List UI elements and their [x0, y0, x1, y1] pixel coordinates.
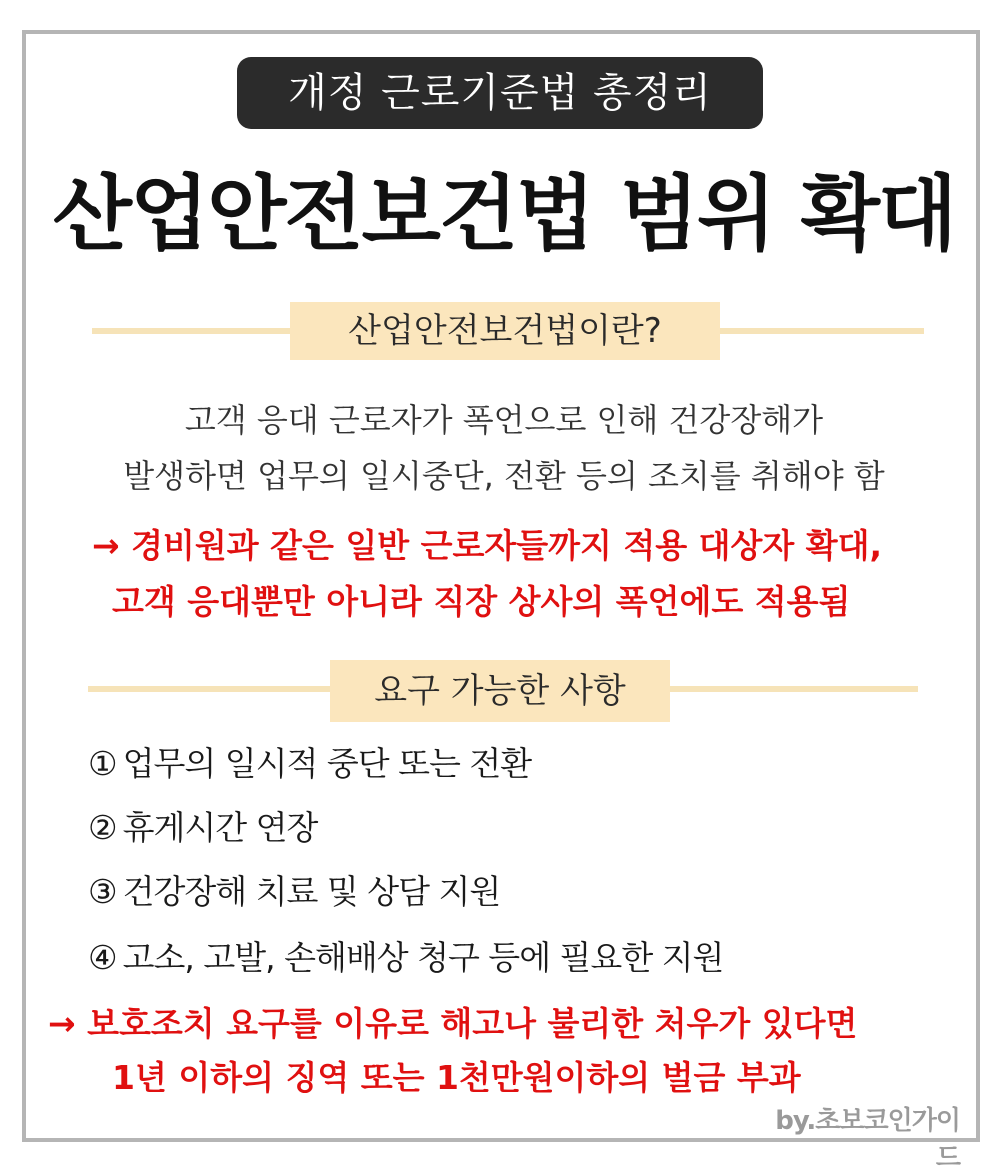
item-text: 고소, 고발, 손해배상 청구 등에 필요한 지원	[122, 938, 724, 977]
section2-rule-left	[88, 686, 336, 692]
section1-label: 산업안전보건법이란?	[290, 302, 720, 360]
item-number: ③	[88, 872, 117, 911]
list-item	[88, 936, 723, 980]
section2-highlight-line-2: 1년 이하의 징역 또는 1천만원이하의 벌금 부과	[112, 1058, 801, 1097]
section2-rule-right	[666, 686, 918, 692]
item-text: 업무의 일시적 중단 또는 전환	[122, 744, 532, 783]
page-title: 산업안전보건법 범위 확대	[52, 167, 956, 262]
section2-label: 요구 가능한 사항	[330, 660, 670, 722]
section1-body-line-1: 고객 응대 근로자가 폭언으로 인해 건강장해가	[184, 401, 824, 439]
credit-text: by.초보코인가이드	[775, 1106, 960, 1173]
item-text: 휴게시간 연장	[122, 808, 318, 847]
list-item	[88, 870, 500, 914]
section1-body-line-2: 발생하면 업무의 일시중단, 전환 등의 조치를 취해야 함	[123, 457, 885, 495]
section1-rule-right	[716, 328, 924, 334]
subtitle-pill: 개정 근로기준법 총정리	[237, 57, 763, 129]
section2-highlight-line-1: → 보호조치 요구를 이유로 해고나 불리한 처우가 있다면	[48, 1004, 858, 1043]
section1-highlight-line-1: → 경비원과 같은 일반 근로자들까지 적용 대상자 확대,	[92, 526, 883, 565]
item-text: 건강장해 치료 및 상담 지원	[122, 872, 501, 911]
list-item	[88, 742, 531, 786]
section1-highlight-line-2: 고객 응대뿐만 아니라 직장 상사의 폭언에도 적용됨	[112, 582, 851, 621]
item-number: ④	[88, 938, 117, 977]
item-number: ②	[88, 808, 117, 847]
list-item	[88, 806, 317, 850]
item-number: ①	[88, 744, 117, 783]
section1-rule-left	[92, 328, 296, 334]
